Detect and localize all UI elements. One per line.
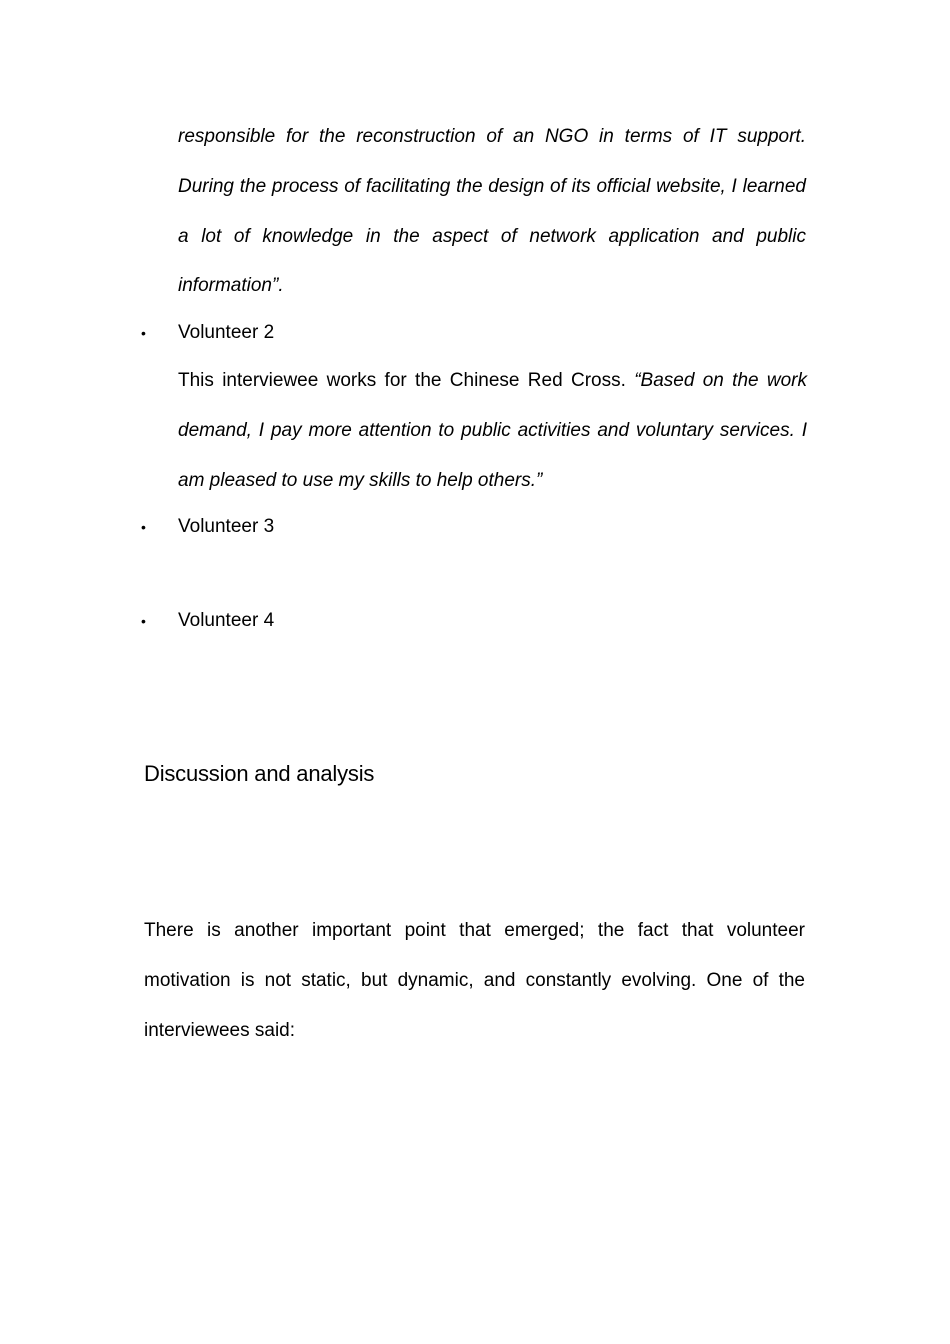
- volunteer-3-label: Volunteer 3: [178, 516, 275, 537]
- volunteer-2-description: This interviewee works for the Chinese Red Cross.: [178, 370, 626, 391]
- section-heading-discussion: Discussion and analysis: [144, 761, 375, 786]
- volunteer-2-quote: “Based on the work demand, I pay more attention to public activities and voluntary services. I am pleased to use my skills to help others.”: [178, 370, 808, 491]
- volunteer-2-paragraph: [178, 356, 807, 505]
- bullet-icon: •: [141, 613, 146, 629]
- list-item-volunteer-4: [0, 606, 950, 636]
- bullet-icon: •: [141, 325, 146, 341]
- volunteer-2-label: Volunteer 2: [178, 322, 275, 343]
- list-item-volunteer-2: [0, 318, 950, 348]
- volunteer-4-label: Volunteer 4: [178, 610, 275, 631]
- discussion-paragraph: There is another important point that emerged; the fact that volunteer motivation is not static, but dynamic, and constantly evolving. One of the interviewees said:: [144, 920, 805, 1041]
- bullet-icon: •: [141, 519, 146, 535]
- volunteer-1-quote-continuation: responsible for the reconstruction of an NGO in terms of IT support. During the process of facilitating the design of its official website, I learned a lot of knowledge in the aspect of network application and public information”.: [178, 126, 806, 297]
- list-item-volunteer-3: [0, 512, 950, 542]
